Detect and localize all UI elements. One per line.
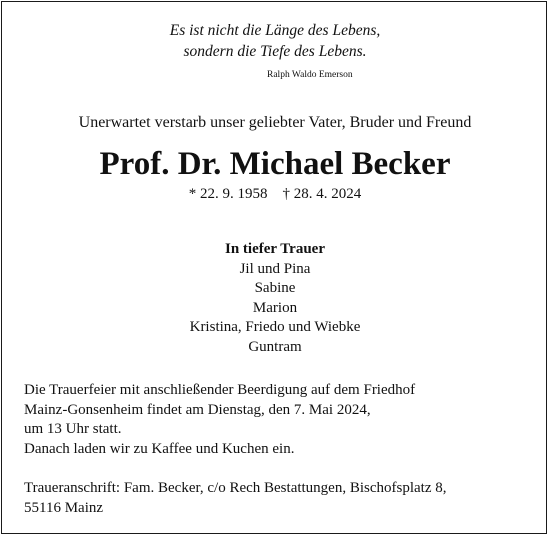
funeral-info-line: Die Trauerfeier mit anschließender Beerdigung auf dem Friedhof	[24, 382, 416, 398]
quote-author: Ralph Waldo Emerson	[267, 70, 353, 80]
mourner-name: Jil und Pina	[239, 260, 311, 277]
mourner-name: Marion	[252, 299, 298, 316]
mourner-name: Kristina, Friedo und Wiebke	[189, 319, 361, 335]
funeral-info-line: Mainz-Gonsenheim findet am Dienstag, den 7. Mai 2024,	[24, 401, 371, 418]
funeral-info	[24, 381, 534, 459]
mourners-block	[0, 240, 550, 357]
address-line: 55116 Mainz	[24, 499, 104, 516]
deceased-name: Prof. Dr. Michael Becker	[99, 146, 451, 182]
address-line: Traueranschrift: Fam. Becker, c/o Rech Bestattungen, Bischofsplatz 8,	[24, 480, 447, 496]
mourning-title: In tiefer Trauer	[225, 241, 325, 257]
funeral-info-line: Danach laden wir zu Kaffee und Kuchen ein.	[24, 440, 295, 457]
quote	[0, 20, 550, 62]
mourner-name: Guntram	[248, 338, 302, 355]
intro-text: Unerwartet verstarb unser geliebter Vater, Bruder und Freund	[78, 114, 472, 131]
quote-line: sondern die Tiefe des Lebens.	[183, 43, 367, 60]
mourning-address	[24, 479, 534, 518]
funeral-info-line: um 13 Uhr statt.	[24, 421, 122, 437]
life-dates: * 22. 9. 1958 † 28. 4. 2024	[188, 186, 362, 202]
mourner-name: Sabine	[254, 280, 296, 296]
quote-line: Es ist nicht die Länge des Lebens,	[169, 22, 381, 39]
